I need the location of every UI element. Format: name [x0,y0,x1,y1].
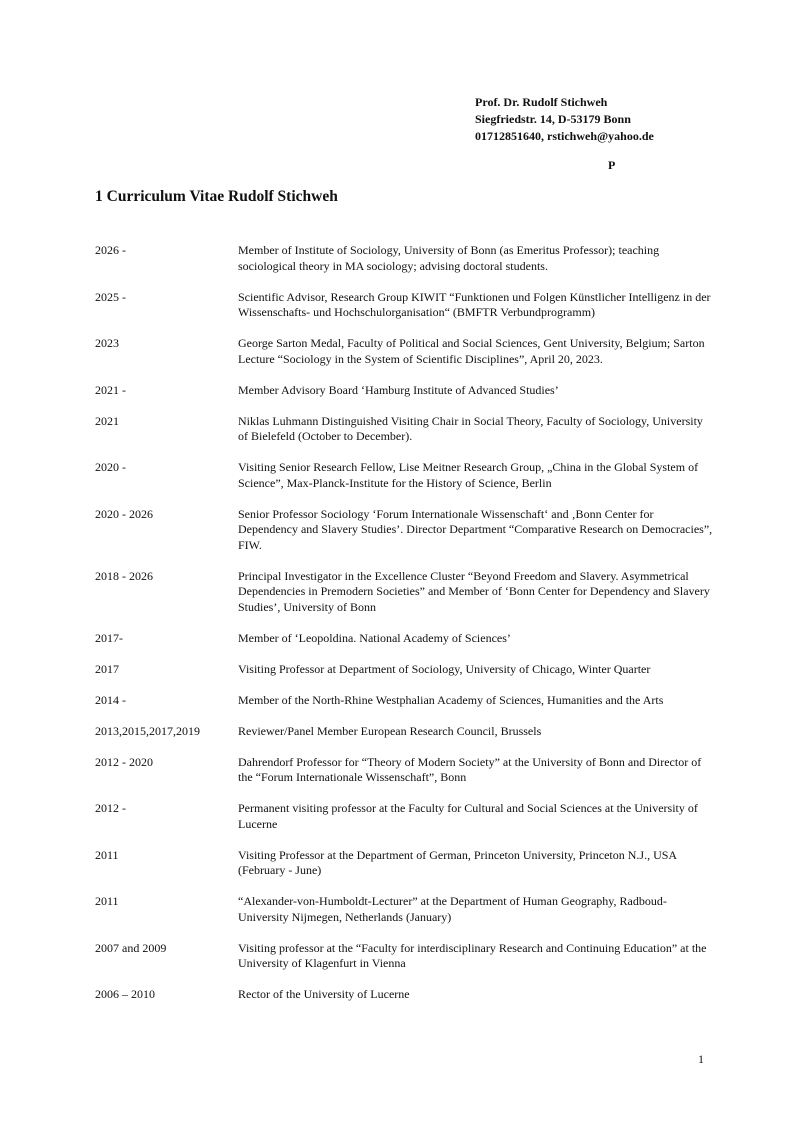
cv-entry [95,848,715,879]
cv-entry-description: George Sarton Medal, Faculty of Political and Social Sciences, Gent University, Belgium; Sarton Lecture “Sociology in the System of Scientific Disciplines”, April 20, 2023. [238,336,705,366]
cv-entry [95,507,715,554]
cv-entry [95,631,715,647]
cv-entry-year: 2013,2015,2017,2019 [95,723,200,738]
cv-entry-description: Permanent visiting professor at the Faculty for Cultural and Social Sciences at the University of Lucerne [238,801,698,831]
cv-entry-year: 2026 - [95,243,126,257]
cv-entry-description: Reviewer/Panel Member European Research Council, Brussels [238,723,542,738]
cv-entry [95,987,715,1003]
cv-entry-year: 2025 - [95,289,126,304]
page-marker: P [608,158,616,172]
cv-entry-description: Member Advisory Board ‘Hamburg Institute of Advanced Studies’ [238,382,559,397]
cv-entry-year: 2023 [95,336,119,350]
cv-entry [95,336,715,367]
cv-entry [95,290,715,321]
cv-entry-year: 2020 - 2026 [95,506,153,521]
cv-entry [95,569,715,616]
cv-entry-year: 2011 [95,894,119,908]
cv-entry-year: 2017- [95,630,123,645]
cv-entry [95,801,715,832]
cv-entry [95,383,715,399]
cv-entry-description: “Alexander-von-Humboldt-Lecturer” at the Department of Human Geography, Radboud-University Nijmegen, Netherlands (January) [238,894,667,924]
cv-entry-description: Niklas Luhmann Distinguished Visiting Chair in Social Theory, Faculty of Sociology, University of Bielefeld (October to December). [238,413,703,443]
cv-entry-description: Member of the North-Rhine Westphalian Academy of Sciences, Humanities and the Arts [238,692,664,707]
cv-entry-description: Visiting Professor at the Department of German, Princeton University, Princeton N.J., USA (February - June) [238,847,677,877]
cv-entry-description: Visiting Senior Research Fellow, Lise Meitner Research Group, „China in the Global System of Science”, Max-Planck-Institute for the History of Science, Berlin [238,460,699,490]
cv-entry-year: 2014 - [95,692,126,707]
cv-entry-description: Member of ‘Leopoldina. National Academy of Sciences’ [238,630,511,645]
author-address: Siegfriedstr. 14, D-53179 Bonn [475,112,631,126]
cv-entry [95,693,715,709]
cv-entry-year: 2021 - [95,382,126,397]
cv-entry [95,941,715,972]
cv-entry [95,662,715,678]
cv-entry-description: Principal Investigator in the Excellence Cluster “Beyond Freedom and Slavery. Asymmetrical Dependencies in Premodern Societies” and Member of ‘Bonn Center for Dependency and Slavery Studies’, University of Bonn [238,568,710,614]
cv-entry [95,724,715,740]
cv-entry-description: Senior Professor Sociology ‘Forum Internationale Wissenschaft‘ and ‚Bonn Center for Dependency and Slavery Studies’. Director Department “Comparative Research on Democracies”, FIW. [238,506,713,552]
cv-entry-description: Visiting Professor at Department of Sociology, University of Chicago, Winter Quarter [238,661,651,676]
cv-entry-year: 2021 [95,413,119,428]
cv-entry-year: 2006 – 2010 [95,987,155,1001]
cv-entry-description: Scientific Advisor, Research Group KIWIT “Funktionen und Folgen Künstlicher Intelligenz in der Wissenschafts- und Hochschulorganisation“ (BMFTR Verbundprogramm) [238,289,711,319]
cv-entry [95,894,715,925]
author-contact: 01712851640, rstichweh@yahoo.de [475,129,654,143]
cv-entry-year: 2012 - 2020 [95,754,153,769]
cv-entry-year: 2011 [95,847,119,862]
contact-header [475,94,654,145]
cv-entry-description: Member of Institute of Sociology, University of Bonn (as Emeritus Professor); teaching sociological theory in MA sociology; advising doctoral students. [238,243,660,273]
cv-entry-description: Visiting professor at the “Faculty for interdisciplinary Research and Continuing Education” at the University of Klagenfurt in Vienna [238,940,707,970]
cv-entry-year: 2018 - 2026 [95,568,153,583]
page-number: 1 [698,1052,704,1066]
cv-entry-description: Rector of the University of Lucerne [238,987,410,1001]
cv-entry [95,460,715,491]
cv-entry [95,755,715,786]
cv-entry-year: 2007 and 2009 [95,940,167,955]
cv-entry-year: 2012 - [95,801,126,815]
cv-entry [95,414,715,445]
cv-entry-year: 2017 [95,661,119,676]
document-title: 1 Curriculum Vitae Rudolf Stichweh [95,188,338,205]
cv-entry-description: Dahrendorf Professor for “Theory of Modern Society” at the University of Bonn and Director of the “Forum Internationale Wissenschaft”, Bonn [238,754,702,784]
author-name: Prof. Dr. Rudolf Stichweh [475,95,608,109]
cv-entry-year: 2020 - [95,460,126,474]
cv-entries-list [95,243,715,1018]
cv-entry [95,243,715,274]
